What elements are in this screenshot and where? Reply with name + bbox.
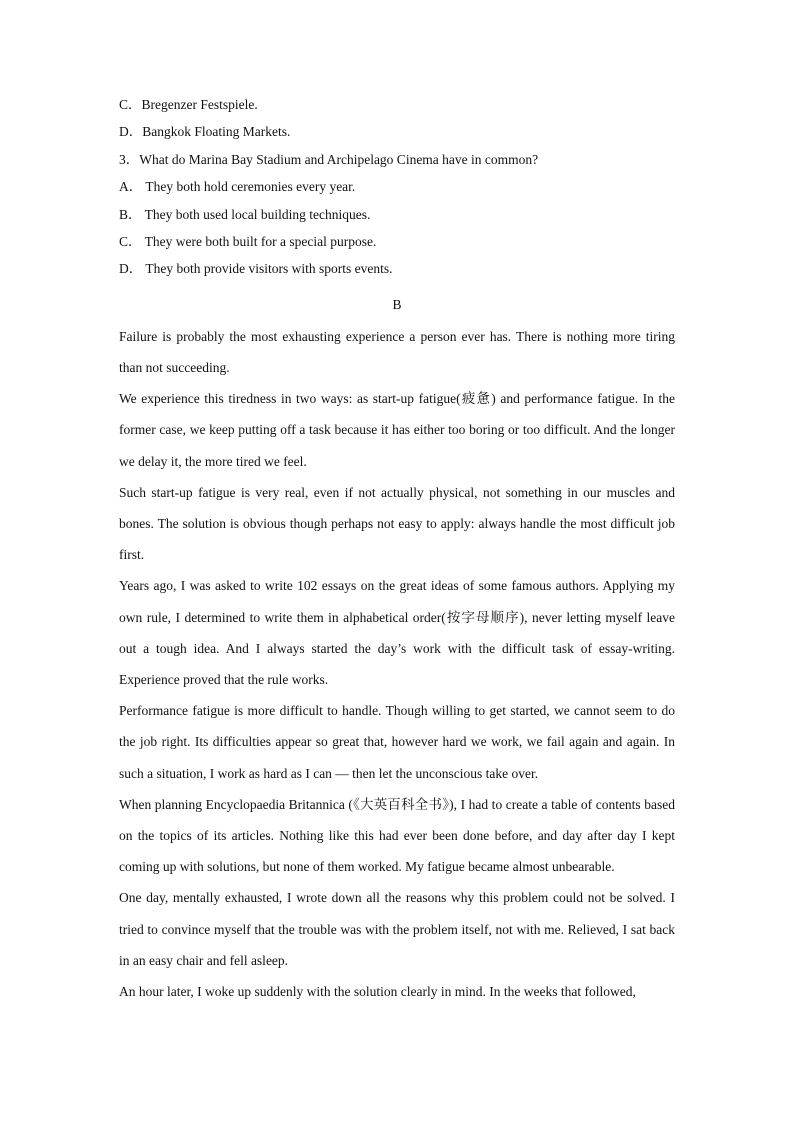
paragraph-4: Years ago, I was asked to write 102 essays on the great ideas of some famous authors. Applying my own rule, I determined to write them in alphabetical order(按字母顺序), never letting myself leave out a tough idea. And I always started the day’s work with the difficult task of essay-writing. Experience proved that the rule works. (119, 578, 675, 687)
paragraph-1: Failure is probably the most exhausting experience a person ever has. There is nothing more tiring than not succeeding. (119, 328, 675, 375)
option-d-sports: D． They both provide visitors with sports events. (119, 261, 393, 277)
paragraph-5: Performance fatigue is more difficult to handle. Though willing to get started, we cannot seem to do the job right. Its difficulties appear so great that, however hard we work, we fail again and again. In such a situation, I work as hard as I can — then let the unconscious take over. (119, 703, 675, 781)
option-c-bregenzer: C．Bregenzer Festspiele. (119, 97, 258, 112)
question-3: 3．What do Marina Bay Stadium and Archipelago Cinema have in common? (119, 151, 539, 167)
document-page (119, 91, 675, 1007)
option-b-techniques: B． They both used local building techniques. (119, 206, 371, 222)
paragraph-8: An hour later, I woke up suddenly with the solution clearly in mind. In the weeks that followed, (119, 984, 636, 999)
paragraph-7: One day, mentally exhausted, I wrote down all the reasons why this problem could not be solved. I tried to convince myself that the trouble was with the problem itself, not with me. Relieved, I sat back in an easy chair and fell asleep. (119, 890, 675, 968)
paragraph-6: When planning Encyclopaedia Britannica (《大英百科全书》), I had to create a table of contents based on the topics of its articles. Nothing like this had ever been done before, and day after day I kept coming up with solutions, but none of them worked. My fatigue became almost unbearable. (119, 796, 675, 875)
section-heading: B (392, 296, 402, 312)
option-a-ceremonies: A． They both hold ceremonies every year. (119, 179, 356, 195)
option-d-bangkok: D．Bangkok Floating Markets. (119, 124, 291, 140)
paragraph-2: We experience this tiredness in two ways: as start-up fatigue(疲惫) and performance fatigue. In the former case, we keep putting off a task because it has either too boring or too difficult. And the longer we delay it, the more tired we feel. (119, 391, 675, 469)
option-c-purpose: C． They were both built for a special purpose. (119, 233, 377, 249)
paragraph-3: Such start-up fatigue is very real, even if not actually physical, not something in our muscles and bones. The solution is obvious though perhaps not easy to apply: always handle the most difficult job first. (119, 484, 675, 563)
